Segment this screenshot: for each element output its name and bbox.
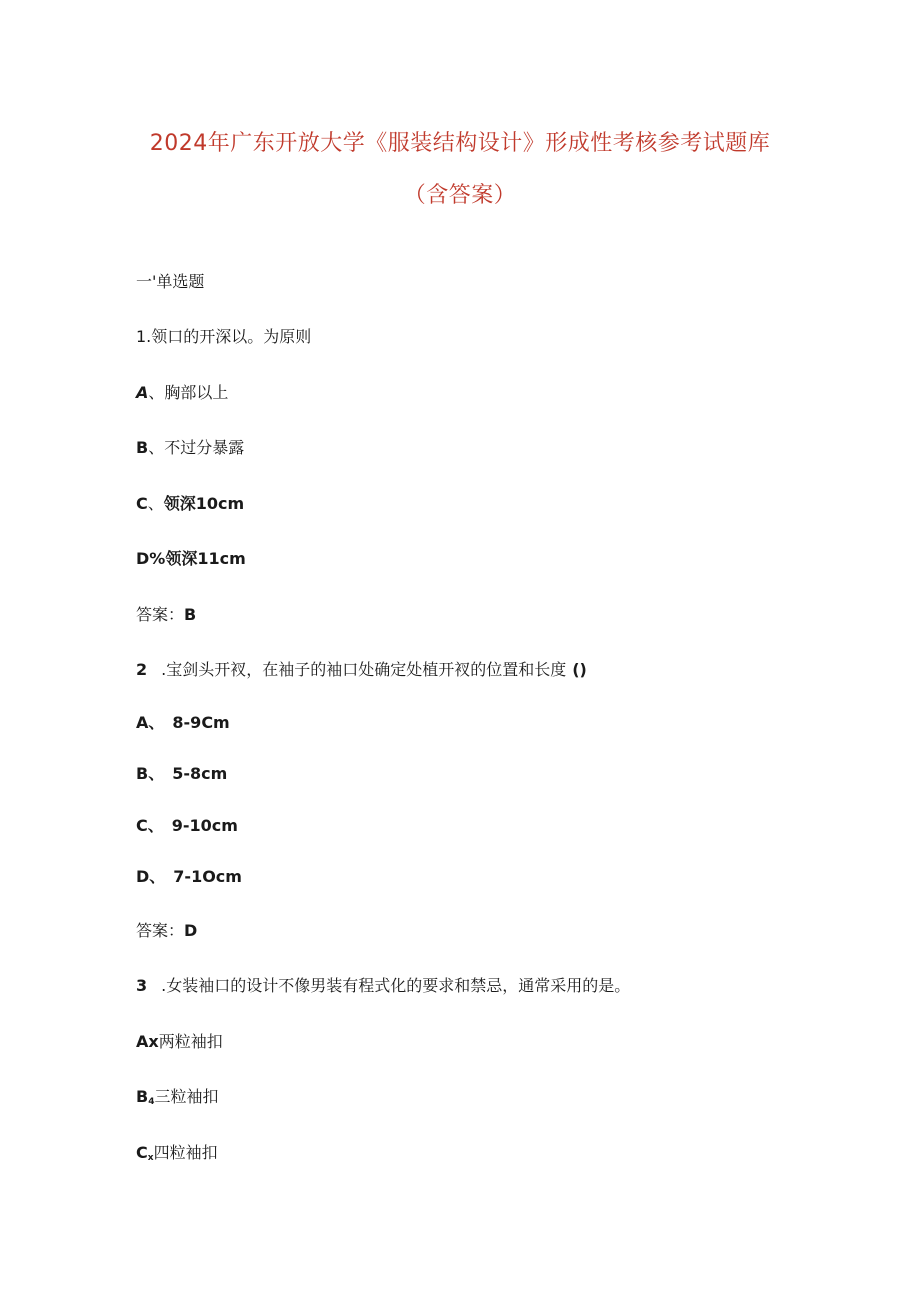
option-text: 胸部以上 — [164, 383, 229, 402]
option-marker: B — [136, 764, 149, 783]
document-title-line-1: 2024年广东开放大学《服装结构设计》形成性考核参考试题库 — [149, 131, 771, 156]
option-separator: 、 — [148, 438, 165, 457]
question-1-text: 1.领口的开深以。为原则 — [136, 327, 312, 346]
question-2-option-c — [136, 815, 238, 837]
question-2-text: .宝剑头开衩，在袖子的袖口处确定处植开衩的位置和长度 — [161, 660, 567, 679]
option-separator: 、 — [148, 764, 165, 783]
option-subscript: 4 — [148, 1097, 155, 1107]
question-3-option-a — [136, 1031, 223, 1053]
question-number: 3 — [136, 976, 148, 995]
option-separator: 、 — [149, 867, 166, 886]
option-marker: D% — [136, 549, 166, 568]
option-text: 领深10cm — [163, 494, 245, 513]
document-title-line-2: （含答案） — [403, 183, 517, 208]
question-3-stem — [136, 975, 630, 997]
option-marker: C — [136, 494, 148, 513]
option-marker: B — [136, 438, 149, 457]
question-1-stem — [136, 326, 311, 348]
question-2-option-a — [136, 712, 230, 734]
option-marker: A — [136, 383, 149, 402]
question-1-answer — [136, 604, 196, 626]
question-3-option-b — [136, 1086, 218, 1113]
question-1-option-b — [136, 437, 244, 459]
option-separator: 、 — [148, 383, 165, 402]
option-text: 领深11cm — [165, 549, 246, 568]
section-heading: 一'单选题 — [136, 272, 205, 291]
option-text: 三粒袖扣 — [154, 1087, 219, 1106]
question-2-option-d — [136, 866, 242, 888]
option-text: 两粒袖扣 — [158, 1032, 223, 1051]
option-text: 四粒袖扣 — [153, 1143, 218, 1162]
option-marker: Ax — [136, 1032, 159, 1051]
option-marker: B — [136, 1087, 149, 1106]
question-2-stem — [136, 659, 587, 681]
option-marker: A — [136, 713, 149, 732]
option-separator: 、 — [147, 816, 164, 835]
question-3-text: .女装袖口的设计不像男装有程式化的要求和禁忌，通常采用的是。 — [161, 976, 631, 995]
option-subscript: x — [147, 1153, 154, 1163]
option-text: 7-1Ocm — [173, 867, 242, 886]
question-number: 2 — [136, 660, 148, 679]
option-marker: D — [136, 867, 150, 886]
answer-blank: () — [572, 660, 587, 679]
option-text: 8-9Cm — [172, 713, 230, 732]
option-marker: C — [136, 816, 148, 835]
answer-value: D — [184, 921, 198, 940]
question-2-option-b — [136, 763, 227, 785]
option-text: 5-8cm — [172, 764, 228, 783]
answer-label: 答案： — [136, 921, 185, 940]
question-1-option-c — [136, 493, 244, 515]
question-3-option-c — [136, 1142, 218, 1169]
question-2-answer — [136, 920, 197, 942]
option-text: 不过分暴露 — [164, 438, 245, 457]
option-text: 9-10cm — [171, 816, 238, 835]
option-separator: 、 — [147, 494, 164, 513]
option-separator: 、 — [148, 713, 165, 732]
question-1-option-d — [136, 548, 246, 570]
option-marker: C — [136, 1143, 148, 1162]
answer-label: 答案： — [136, 605, 185, 624]
answer-value: B — [184, 605, 197, 624]
question-1-option-a — [136, 382, 228, 404]
